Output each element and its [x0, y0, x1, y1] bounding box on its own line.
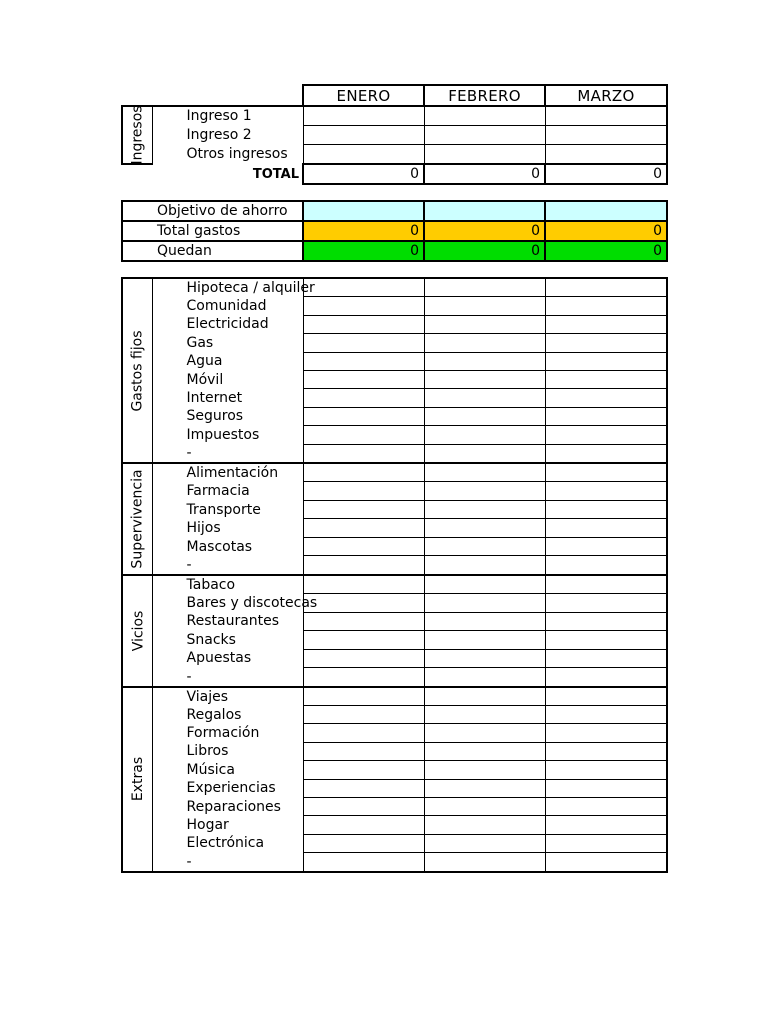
expense-row	[122, 352, 667, 370]
expense-item-label: Internet	[152, 389, 303, 407]
expense-item-label: Regalos	[152, 706, 303, 724]
expense-cell[interactable]	[303, 352, 424, 370]
expense-cell[interactable]	[303, 500, 424, 518]
expense-cell[interactable]	[303, 407, 424, 425]
expense-item-label: Hipoteca / alquiler	[152, 278, 303, 297]
expense-row	[122, 853, 667, 872]
expense-cell[interactable]	[424, 834, 545, 852]
remaining-marzo[interactable]: 0	[545, 241, 667, 261]
month-header-marzo[interactable]: MARZO	[545, 85, 667, 106]
remaining-enero[interactable]: 0	[303, 241, 424, 261]
income-row-label: Ingreso 2	[186, 127, 252, 143]
expense-cell[interactable]	[424, 334, 545, 352]
expense-item-label: Gas	[152, 334, 303, 352]
expense-cell[interactable]	[424, 519, 545, 537]
expense-row	[122, 519, 667, 537]
expense-cell[interactable]	[545, 537, 667, 555]
expense-cell[interactable]	[303, 594, 424, 612]
expense-cell[interactable]	[545, 668, 667, 687]
expense-row	[122, 537, 667, 555]
expense-cell[interactable]	[424, 668, 545, 687]
total-expenses-febrero[interactable]: 0	[424, 221, 545, 241]
expense-cell[interactable]	[545, 482, 667, 500]
expense-cell[interactable]	[424, 797, 545, 815]
expense-cell[interactable]	[303, 444, 424, 463]
expense-cell[interactable]	[424, 537, 545, 555]
expense-group-name: Supervivencia	[130, 469, 147, 569]
expense-cell[interactable]	[303, 724, 424, 742]
expense-cell[interactable]	[545, 278, 667, 297]
expense-row	[122, 407, 667, 425]
expense-row	[122, 278, 667, 297]
expense-cell[interactable]	[424, 278, 545, 297]
expense-cell[interactable]	[303, 278, 424, 297]
income-cell[interactable]	[424, 126, 545, 145]
expense-cell[interactable]	[545, 706, 667, 724]
savings-goal-enero[interactable]	[303, 201, 424, 221]
expense-row	[122, 816, 667, 834]
expense-cell[interactable]	[424, 315, 545, 333]
expense-item-label: Mascotas	[152, 537, 303, 555]
expense-cell[interactable]	[545, 444, 667, 463]
expense-row	[122, 444, 667, 463]
expense-cell[interactable]	[303, 334, 424, 352]
expense-item-label: Hogar	[152, 816, 303, 834]
total-expenses-enero[interactable]: 0	[303, 221, 424, 241]
month-header-enero[interactable]: ENERO	[303, 85, 424, 106]
expense-row	[122, 556, 667, 575]
expense-cell[interactable]	[424, 482, 545, 500]
expense-item-label: Impuestos	[152, 426, 303, 444]
expense-cell[interactable]	[303, 297, 424, 315]
expense-row	[122, 594, 667, 612]
expense-cell[interactable]	[545, 853, 667, 872]
expense-cell[interactable]	[303, 482, 424, 500]
expense-item-label: -	[152, 668, 303, 687]
income-total-label: TOTAL	[252, 166, 299, 182]
expense-cell[interactable]	[545, 426, 667, 444]
expense-cell[interactable]	[303, 649, 424, 667]
expense-row	[122, 612, 667, 630]
expense-cell[interactable]	[303, 556, 424, 575]
expense-item-label: -	[152, 556, 303, 575]
expense-cell[interactable]	[545, 370, 667, 388]
income-cell[interactable]	[303, 126, 424, 145]
expense-cell[interactable]	[424, 631, 545, 649]
expense-cell[interactable]	[303, 519, 424, 537]
expense-item-label: Bares y discotecas	[152, 594, 303, 612]
expense-cell[interactable]	[545, 297, 667, 315]
expense-cell[interactable]	[303, 706, 424, 724]
expense-cell[interactable]	[424, 816, 545, 834]
income-total-enero[interactable]: 0	[303, 164, 424, 184]
expense-cell[interactable]	[303, 834, 424, 852]
expense-cell[interactable]	[545, 816, 667, 834]
expense-item-label: Hijos	[152, 519, 303, 537]
expense-cell[interactable]	[424, 706, 545, 724]
expense-item-label: Comunidad	[152, 297, 303, 315]
expense-item-label: Música	[152, 761, 303, 779]
expense-cell[interactable]	[545, 315, 667, 333]
expense-cell[interactable]	[545, 797, 667, 815]
expense-cell[interactable]	[545, 834, 667, 852]
expense-item-label: -	[152, 853, 303, 872]
summary-row-quedan	[122, 241, 667, 261]
expense-cell[interactable]	[545, 687, 667, 706]
expense-row	[122, 575, 667, 594]
expense-cell[interactable]	[545, 556, 667, 575]
expense-row	[122, 389, 667, 407]
expense-cell[interactable]	[424, 761, 545, 779]
expense-group-name: Extras	[130, 756, 146, 802]
summary-row-total-gastos	[122, 221, 667, 241]
expense-row	[122, 482, 667, 500]
month-header-febrero[interactable]: FEBRERO	[424, 85, 545, 106]
expense-row	[122, 797, 667, 815]
expense-item-label: Libros	[152, 742, 303, 760]
expense-cell[interactable]	[424, 853, 545, 872]
income-cell[interactable]	[424, 145, 545, 165]
expense-cell[interactable]	[424, 352, 545, 370]
income-cell[interactable]	[545, 145, 667, 165]
expense-row	[122, 742, 667, 760]
expense-group-name: Vicios	[130, 610, 147, 651]
expense-row	[122, 779, 667, 797]
expense-item-label: Reparaciones	[152, 797, 303, 815]
expense-cell[interactable]	[545, 649, 667, 667]
expense-item-label: Electrónica	[152, 834, 303, 852]
expenses-table	[121, 277, 668, 873]
expense-cell[interactable]	[545, 724, 667, 742]
income-row-label: Ingreso 1	[152, 106, 303, 126]
income-cell[interactable]	[545, 126, 667, 145]
expense-item-label: Viajes	[152, 687, 303, 706]
expense-cell[interactable]	[303, 742, 424, 760]
expense-item-label: Móvil	[152, 370, 303, 388]
expense-cell[interactable]	[545, 519, 667, 537]
expense-cell[interactable]	[303, 761, 424, 779]
expense-cell[interactable]	[424, 444, 545, 463]
expense-cell[interactable]	[424, 297, 545, 315]
expense-row	[122, 631, 667, 649]
expense-cell[interactable]	[303, 612, 424, 630]
expense-cell[interactable]	[424, 500, 545, 518]
expense-cell[interactable]	[545, 612, 667, 630]
expense-row	[122, 706, 667, 724]
income-cell[interactable]	[545, 106, 667, 126]
expense-cell[interactable]	[424, 407, 545, 425]
expense-item-label: Snacks	[152, 631, 303, 649]
expense-cell[interactable]	[545, 779, 667, 797]
expense-cell[interactable]	[424, 463, 545, 482]
expense-item-label: Apuestas	[152, 649, 303, 667]
expense-cell[interactable]	[303, 816, 424, 834]
expense-cell[interactable]	[303, 389, 424, 407]
expense-cell[interactable]	[424, 742, 545, 760]
summary-label: Quedan	[122, 241, 303, 261]
income-group-label: Ingresos	[122, 106, 152, 164]
expense-cell[interactable]	[545, 407, 667, 425]
expense-cell[interactable]	[545, 575, 667, 594]
expense-cell[interactable]	[424, 724, 545, 742]
expense-item-label: Alimentación	[152, 463, 303, 482]
month-header	[302, 84, 668, 107]
expense-row	[122, 297, 667, 315]
expense-cell[interactable]	[303, 463, 424, 482]
remaining-febrero[interactable]: 0	[424, 241, 545, 261]
expense-cell[interactable]	[424, 426, 545, 444]
expense-cell[interactable]	[303, 426, 424, 444]
expense-cell[interactable]	[303, 315, 424, 333]
expense-cell[interactable]	[545, 352, 667, 370]
expense-row	[122, 834, 667, 852]
expense-row	[122, 426, 667, 444]
expense-group-label	[122, 687, 152, 872]
expense-group-name: Gastos fijos	[130, 329, 146, 412]
expense-item-label: Transporte	[152, 500, 303, 518]
income-table	[121, 105, 668, 185]
expense-item-label: Electricidad	[152, 315, 303, 333]
summary-label: Total gastos	[122, 221, 303, 241]
expense-cell[interactable]	[303, 779, 424, 797]
expense-cell[interactable]	[545, 500, 667, 518]
expense-row	[122, 687, 667, 706]
expense-row	[122, 370, 667, 388]
income-cell[interactable]	[303, 106, 424, 126]
expense-item-label: Formación	[152, 724, 303, 742]
expense-cell[interactable]	[303, 853, 424, 872]
summary-row-objetivo	[122, 201, 667, 221]
expense-cell[interactable]	[303, 575, 424, 594]
expense-cell[interactable]	[303, 537, 424, 555]
summary-table	[121, 200, 668, 262]
expense-cell[interactable]	[545, 742, 667, 760]
expense-cell[interactable]	[424, 687, 545, 706]
expense-cell[interactable]	[424, 389, 545, 407]
expense-row	[122, 649, 667, 667]
expense-row	[122, 668, 667, 687]
expense-row	[122, 334, 667, 352]
expense-row	[122, 315, 667, 333]
expense-item-label: Seguros	[152, 407, 303, 425]
expense-group-label	[122, 278, 152, 463]
expense-row	[122, 761, 667, 779]
savings-goal-febrero[interactable]	[424, 201, 545, 221]
expense-row	[122, 500, 667, 518]
expense-item-label: Tabaco	[152, 575, 303, 594]
expense-cell[interactable]	[545, 389, 667, 407]
expense-cell[interactable]	[545, 334, 667, 352]
expense-row	[122, 463, 667, 482]
expense-item-label: Farmacia	[152, 482, 303, 500]
expense-cell[interactable]	[303, 631, 424, 649]
income-row-label: Otros ingresos	[186, 146, 288, 163]
income-total-febrero[interactable]: 0	[424, 164, 545, 184]
expense-cell[interactable]	[303, 797, 424, 815]
summary-label: Objetivo de ahorro	[122, 201, 303, 221]
expense-group-label	[122, 575, 152, 687]
expense-cell[interactable]	[424, 370, 545, 388]
expense-cell[interactable]	[545, 463, 667, 482]
expense-item-label: Agua	[152, 352, 303, 370]
expense-cell[interactable]	[424, 556, 545, 575]
expense-cell[interactable]	[303, 687, 424, 706]
expense-cell[interactable]	[424, 575, 545, 594]
expense-item-label: Experiencias	[152, 779, 303, 797]
expense-cell[interactable]	[424, 649, 545, 667]
expense-cell[interactable]	[545, 594, 667, 612]
income-cell[interactable]	[424, 106, 545, 126]
total-expenses-marzo[interactable]: 0	[545, 221, 667, 241]
expense-cell[interactable]	[303, 370, 424, 388]
expense-group-label	[122, 463, 152, 575]
income-cell[interactable]	[303, 145, 424, 165]
expense-cell[interactable]	[424, 779, 545, 797]
expense-cell[interactable]	[545, 761, 667, 779]
expense-cell[interactable]	[424, 594, 545, 612]
expense-row	[122, 724, 667, 742]
savings-goal-marzo[interactable]	[545, 201, 667, 221]
expense-cell[interactable]	[424, 612, 545, 630]
expense-cell[interactable]	[303, 668, 424, 687]
expense-item-label: Restaurantes	[152, 612, 303, 630]
income-total-marzo[interactable]: 0	[545, 164, 667, 184]
expense-item-label: -	[152, 444, 303, 463]
expense-cell[interactable]	[545, 631, 667, 649]
